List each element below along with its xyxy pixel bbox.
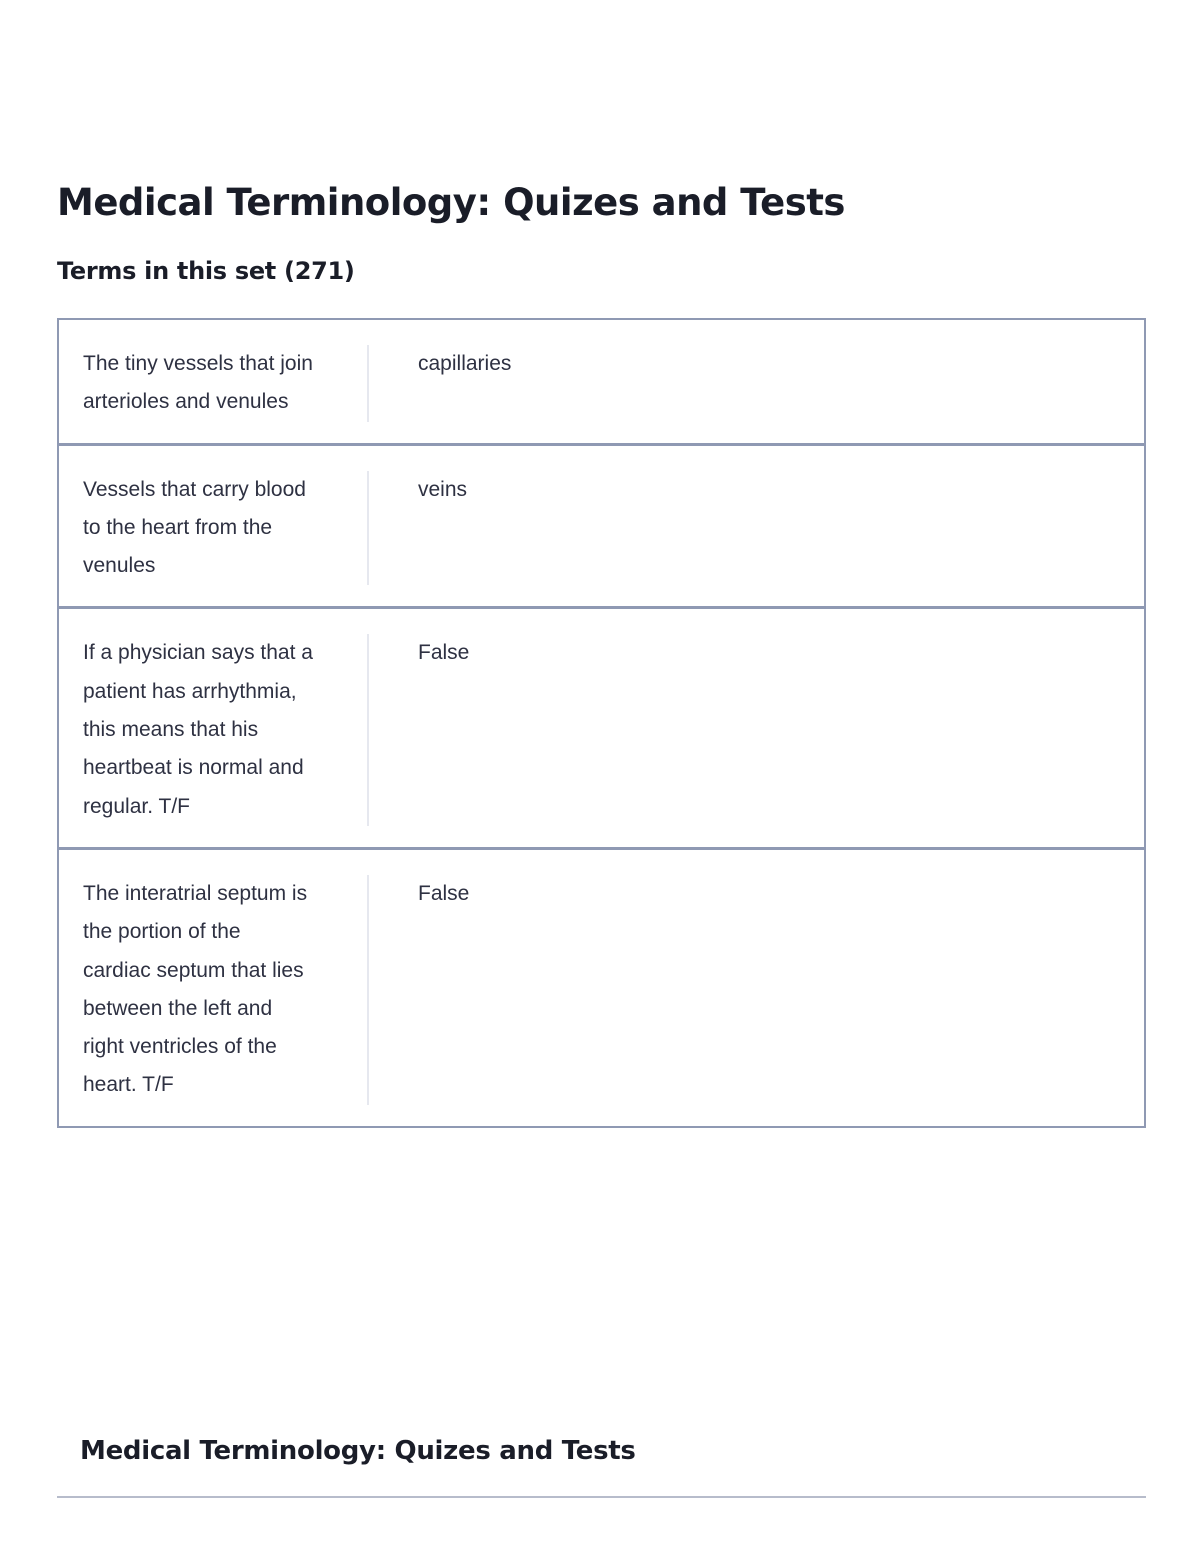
term-line: The interatrial septum is — [83, 881, 308, 905]
definition-text: capillaries — [418, 352, 512, 375]
term-line: to the heart from the — [83, 515, 273, 539]
footer-divider — [57, 1496, 1146, 1498]
terms-list — [57, 318, 1146, 1128]
term-line: this means that his — [83, 718, 259, 742]
term-line: arterioles and venules — [83, 390, 289, 414]
term-card[interactable] — [59, 847, 1144, 1126]
term-line: regular. T/F — [83, 794, 190, 818]
term-text — [59, 875, 369, 1105]
term-line: The tiny vessels that join — [83, 352, 313, 375]
term-card[interactable] — [59, 320, 1144, 443]
definition-text: veins — [418, 477, 468, 501]
terms-heading: Terms in this set (271) — [57, 257, 355, 285]
definition-text: False — [418, 641, 470, 665]
term-line: heart. T/F — [83, 1073, 174, 1097]
term-text — [59, 345, 369, 422]
term-text — [59, 634, 369, 825]
term-card[interactable] — [59, 443, 1144, 607]
term-line: heartbeat is normal and — [83, 756, 304, 780]
footer-title: Medical Terminology: Quizes and Tests — [80, 1436, 636, 1466]
term-line: right ventricles of the — [83, 1035, 277, 1059]
definition-text: False — [418, 881, 470, 905]
term-text — [59, 471, 369, 586]
term-line: patient has arrhythmia, — [83, 679, 297, 703]
term-line: If a physician says that a — [83, 641, 313, 665]
term-line: cardiac septum that lies — [83, 958, 304, 982]
term-card[interactable] — [59, 606, 1144, 846]
term-line: Vessels that carry blood — [83, 477, 306, 501]
term-line: between the left and — [83, 996, 273, 1020]
term-line: venules — [83, 554, 156, 578]
page-title: Medical Terminology: Quizes and Tests — [57, 181, 845, 224]
term-line: the portion of the — [83, 920, 241, 944]
